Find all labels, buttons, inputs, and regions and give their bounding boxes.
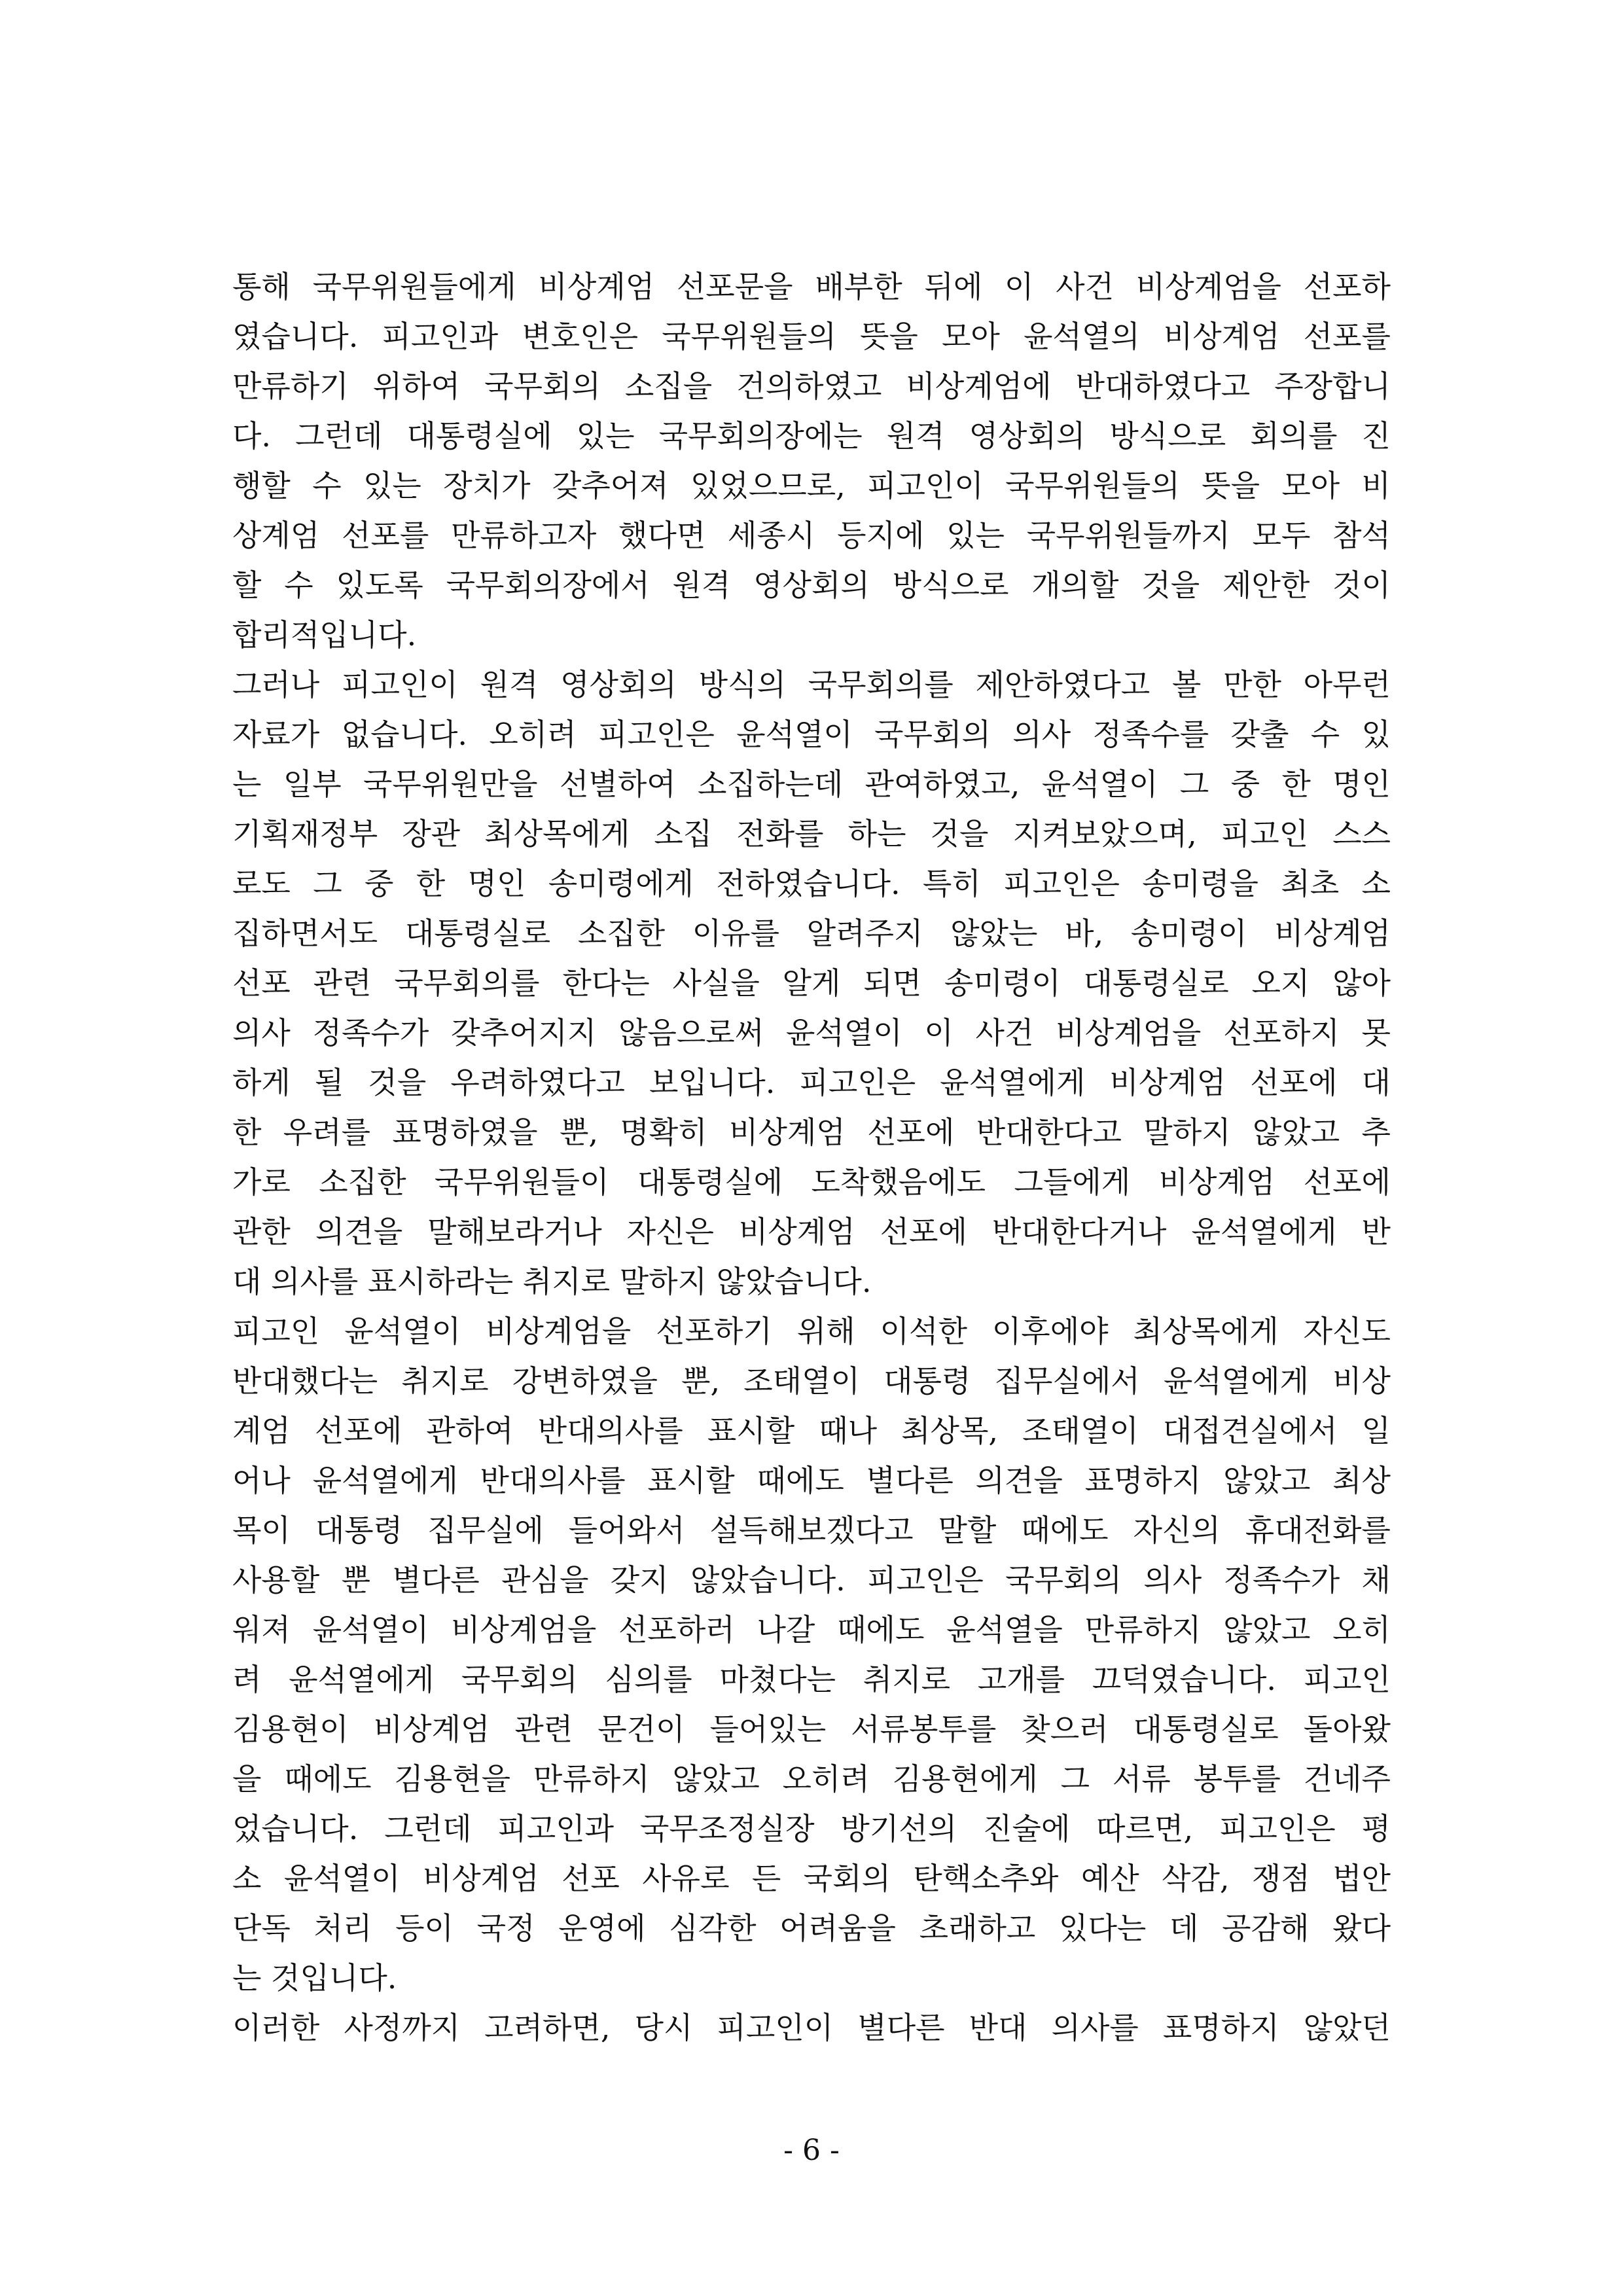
text-line: 소 윤석열이 비상계엄 선포 사유로 든 국회의 탄핵소추와 예산 삭감, 쟁점 법안 bbox=[232, 1861, 1391, 1896]
text-line: 워져 윤석열이 비상계엄을 선포하러 나갈 때에도 윤석열을 만류하지 않았고 오히 bbox=[232, 1612, 1391, 1647]
paragraph-4 bbox=[232, 2003, 1391, 2053]
text-line: 반대했다는 취지로 강변하였을 뿐, 조태열이 대통령 집무실에서 윤석열에게 비상 bbox=[232, 1363, 1391, 1399]
text-line: 사용할 뿐 별다른 관심을 갖지 않았습니다. 피고인은 국무회의 의사 정족수가 채 bbox=[232, 1562, 1391, 1598]
text-line: 합리적입니다. bbox=[232, 617, 417, 653]
text-line: 계엄 선포에 관하여 반대의사를 표시할 때나 최상목, 조태열이 대접견실에서 일 bbox=[232, 1413, 1391, 1448]
text-line: 한 우려를 표명하였을 뿐, 명확히 비상계엄 선포에 반대한다고 말하지 않았고 추 bbox=[232, 1115, 1391, 1150]
text-line: 만류하기 위하여 국무회의 소집을 건의하였고 비상계엄에 반대하였다고 주장합니 bbox=[232, 368, 1391, 404]
text-line: 상계엄 선포를 만류하고자 했다면 세종시 등지에 있는 국무위원들까지 모두 참석 bbox=[232, 518, 1391, 553]
text-line: 다. 그런데 대통령실에 있는 국무회의장에는 원격 영상회의 방식으로 회의를 진 bbox=[232, 418, 1391, 454]
text-line: 선포 관련 국무회의를 한다는 사실을 알게 되면 송미령이 대통령실로 오지 않아 bbox=[232, 965, 1391, 1001]
text-line: 였습니다. 피고인과 변호인은 국무위원들의 뜻을 모아 윤석열의 비상계엄 선포를 bbox=[232, 319, 1391, 354]
paragraph-1 bbox=[232, 262, 1391, 660]
text-line: 었습니다. 그런데 피고인과 국무조정실장 방기선의 진술에 따르면, 피고인은 평 bbox=[232, 1811, 1391, 1846]
text-line: 자료가 없습니다. 오히려 피고인은 윤석열이 국무회의 의사 정족수를 갖출 수 있 bbox=[232, 717, 1391, 752]
text-line: 을 때에도 김용현을 만류하지 않았고 오히려 김용현에게 그 서류 봉투를 건네주 bbox=[232, 1761, 1391, 1797]
text-line: 그러나 피고인이 원격 영상회의 방식의 국무회의를 제안하였다고 볼 만한 아무런 bbox=[232, 667, 1391, 702]
text-line: 가로 소집한 국무위원들이 대통령실에 도착했음에도 그들에게 비상계엄 선포에 bbox=[232, 1164, 1391, 1200]
text-line: 는 일부 국무위원만을 선별하여 소집하는데 관여하였고, 윤석열이 그 중 한 명인 bbox=[232, 766, 1391, 802]
text-line: 의사 정족수가 갖추어지지 않음으로써 윤석열이 이 사건 비상계엄을 선포하지 못 bbox=[232, 1015, 1391, 1050]
text-line: 할 수 있도록 국무회의장에서 원격 영상회의 방식으로 개의할 것을 제안한 것이 bbox=[232, 567, 1391, 603]
text-line: 김용현이 비상계엄 관련 문건이 들어있는 서류봉투를 찾으러 대통령실로 돌아왔 bbox=[232, 1712, 1391, 1747]
text-line: 대 의사를 표시하라는 취지로 말하지 않았습니다. bbox=[232, 1264, 872, 1299]
text-line: 어나 윤석열에게 반대의사를 표시할 때에도 별다른 의견을 표명하지 않았고 최상 bbox=[232, 1463, 1391, 1498]
text-line: 로도 그 중 한 명인 송미령에게 전하였습니다. 특히 피고인은 송미령을 최초 소 bbox=[232, 866, 1391, 901]
paragraph-2 bbox=[232, 660, 1391, 1306]
text-line: 관한 의견을 말해보라거나 자신은 비상계엄 선포에 반대한다거나 윤석열에게 반 bbox=[232, 1214, 1391, 1249]
text-line: 하게 될 것을 우려하였다고 보입니다. 피고인은 윤석열에게 비상계엄 선포에 대 bbox=[232, 1065, 1391, 1100]
text-line: 통해 국무위원들에게 비상계엄 선포문을 배부한 뒤에 이 사건 비상계엄을 선포하 bbox=[232, 269, 1391, 304]
text-line: 기획재정부 장관 최상목에게 소집 전화를 하는 것을 지켜보았으며, 피고인 스스 bbox=[232, 816, 1391, 852]
text-line: 이러한 사정까지 고려하면, 당시 피고인이 별다른 반대 의사를 표명하지 않았던 bbox=[232, 2010, 1391, 2045]
page-number: - 6 - bbox=[783, 2134, 840, 2167]
text-line: 려 윤석열에게 국무회의 심의를 마쳤다는 취지로 고개를 끄덕였습니다. 피고인 bbox=[232, 1662, 1391, 1697]
text-line: 목이 대통령 집무실에 들어와서 설득해보겠다고 말할 때에도 자신의 휴대전화를 bbox=[232, 1513, 1391, 1548]
document-body bbox=[232, 262, 1391, 2053]
text-line: 집하면서도 대통령실로 소집한 이유를 알려주지 않았는 바, 송미령이 비상계엄 bbox=[232, 916, 1391, 951]
paragraph-3 bbox=[232, 1306, 1391, 2003]
text-line: 단독 처리 등이 국정 운영에 심각한 어려움을 초래하고 있다는 데 공감해 왔다 bbox=[232, 1910, 1391, 1946]
text-line: 는 것입니다. bbox=[232, 1960, 397, 1996]
text-line: 행할 수 있는 장치가 갖추어져 있었으므로, 피고인이 국무위원들의 뜻을 모아 비 bbox=[232, 468, 1391, 503]
text-line: 피고인 윤석열이 비상계엄을 선포하기 위해 이석한 이후에야 최상목에게 자신도 bbox=[232, 1314, 1391, 1349]
